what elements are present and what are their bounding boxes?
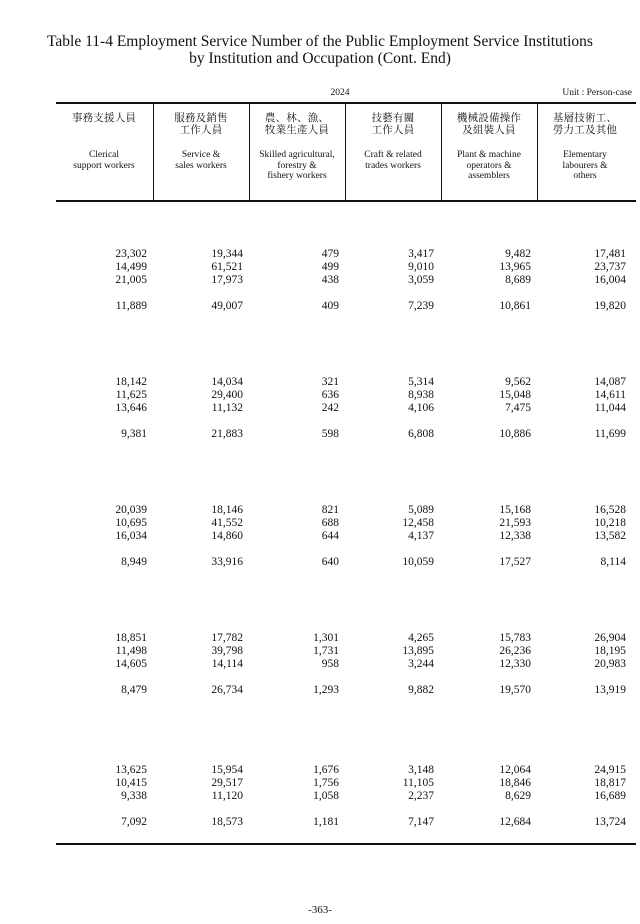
table-cell: 8,689: [505, 274, 531, 286]
table-row: [0, 402, 640, 415]
table-cell: 9,482: [505, 248, 531, 260]
column-header-zh-line: 服務及銷售: [174, 112, 228, 124]
table-row: [0, 632, 640, 645]
table-cell: 16,689: [594, 790, 626, 802]
table-cell: 4,265: [408, 632, 434, 644]
table-cell: 11,699: [594, 428, 626, 440]
table-row: [0, 517, 640, 530]
table-cell: 10,861: [499, 300, 531, 312]
column-header-zh: [441, 112, 537, 136]
table-cell: 4,137: [408, 530, 434, 542]
column-header: [441, 112, 537, 182]
table-cell: 29,517: [211, 777, 243, 789]
table-cell: 20,039: [115, 504, 147, 516]
table-cell: 9,882: [408, 684, 434, 696]
column-header: [56, 112, 152, 171]
column-header-zh-line: 及組裝人員: [462, 124, 516, 136]
table-cell: 19,344: [211, 248, 243, 260]
table-cell: 29,400: [211, 389, 243, 401]
table-cell: 18,846: [499, 777, 531, 789]
table-cell: 688: [321, 517, 339, 529]
table-cell: 8,949: [121, 556, 147, 568]
column-header-en-line: Skilled agricultural,: [259, 150, 335, 160]
table-cell: 15,783: [499, 632, 531, 644]
table-cell: 409: [321, 300, 339, 312]
column-header-zh: [249, 112, 345, 136]
table-cell: 9,381: [121, 428, 147, 440]
table-cell: 61,521: [211, 261, 243, 273]
table-cell: 598: [321, 428, 339, 440]
table-cell: 17,782: [211, 632, 243, 644]
table-cell: 3,417: [408, 248, 434, 260]
table-cell: 4,106: [408, 402, 434, 414]
column-header-en-line: Clerical: [88, 150, 120, 160]
column-header-zh-line: 勞力工及其他: [552, 124, 618, 136]
column-header-zh-line: 技藝有關: [371, 112, 415, 124]
table-cell: 644: [321, 530, 339, 542]
table-cell: 13,625: [115, 764, 147, 776]
table-cell: 49,007: [211, 300, 243, 312]
table-cell: 821: [321, 504, 339, 516]
column-header-zh-line: 事務支援人員: [71, 112, 137, 124]
table-cell: 13,582: [594, 530, 626, 542]
table-cell: 18,817: [594, 777, 626, 789]
column-header-en-line: Craft & related: [364, 150, 422, 160]
table-cell: 20,983: [594, 658, 626, 670]
table-cell: 41,552: [211, 517, 243, 529]
table-cell: 242: [321, 402, 339, 414]
table-cell: 640: [321, 556, 339, 568]
column-header-en-line: Elementary: [563, 150, 607, 160]
bottom-rule: [56, 843, 636, 845]
table-cell: 12,330: [499, 658, 531, 670]
table-cell: 438: [321, 274, 339, 286]
table-cell: 9,010: [408, 261, 434, 273]
table-row: [0, 530, 640, 543]
table-cell: 14,605: [115, 658, 147, 670]
table-cell: 3,059: [408, 274, 434, 286]
header-rule: [56, 200, 636, 202]
table-row: [0, 684, 640, 697]
column-header: [537, 112, 633, 182]
year-label: 2024: [330, 88, 350, 98]
table-cell: 11,625: [115, 389, 147, 401]
table-cell: 13,965: [499, 261, 531, 273]
column-header-zh-line: 基層技術工、: [552, 112, 618, 124]
table-cell: 14,034: [211, 376, 243, 388]
column-header-en: [537, 150, 633, 182]
table-cell: 12,338: [499, 530, 531, 542]
table-cell: 10,059: [402, 556, 434, 568]
table-cell: 18,142: [115, 376, 147, 388]
table-cell: 23,737: [594, 261, 626, 273]
table-cell: 26,904: [594, 632, 626, 644]
table-cell: 14,114: [211, 658, 243, 670]
column-header-en-line: forestry &: [277, 160, 317, 171]
table-cell: 3,148: [408, 764, 434, 776]
table-cell: 18,146: [211, 504, 243, 516]
column-header: [153, 112, 249, 171]
column-header-en: [56, 150, 152, 171]
table-row: [0, 389, 640, 402]
top-rule: [56, 102, 636, 104]
unit-label: Unit : Person-case: [562, 88, 632, 98]
table-cell: 10,415: [115, 777, 147, 789]
table-cell: 9,562: [505, 376, 531, 388]
table-cell: 1,181: [313, 816, 339, 828]
table-cell: 24,915: [594, 764, 626, 776]
column-header-en-line: operators &: [466, 160, 512, 171]
table-cell: 19,570: [499, 684, 531, 696]
table-cell: 17,481: [594, 248, 626, 260]
table-cell: 21,005: [115, 274, 147, 286]
table-row: [0, 658, 640, 671]
table-cell: 5,089: [408, 504, 434, 516]
table-row: [0, 300, 640, 313]
table-cell: 14,860: [211, 530, 243, 542]
table-cell: 16,004: [594, 274, 626, 286]
table-cell: 12,064: [499, 764, 531, 776]
table-cell: 12,458: [402, 517, 434, 529]
table-row: [0, 376, 640, 389]
column-header-en-line: Plant & machine: [457, 150, 521, 160]
column-header-en-line: others: [573, 171, 597, 181]
table-cell: 1,301: [313, 632, 339, 644]
table-cell: 19,820: [594, 300, 626, 312]
table-cell: 21,593: [499, 517, 531, 529]
table-cell: 11,132: [211, 402, 243, 414]
table-cell: 16,034: [115, 530, 147, 542]
table-cell: 6,808: [408, 428, 434, 440]
column-header-zh-line: 農、林、漁、: [264, 112, 330, 124]
table-row: [0, 274, 640, 287]
table-cell: 321: [321, 376, 339, 388]
table-cell: 17,973: [211, 274, 243, 286]
column-header-zh: [537, 112, 633, 136]
table-row: [0, 764, 640, 777]
table-cell: 39,798: [211, 645, 243, 657]
column-header: [249, 112, 345, 182]
table-cell: 7,147: [408, 816, 434, 828]
table-cell: 499: [321, 261, 339, 273]
table-cell: 1,676: [313, 764, 339, 776]
table-cell: 8,114: [600, 556, 626, 568]
table-cell: 18,851: [115, 632, 147, 644]
column-header-en-line: Service &: [181, 150, 221, 160]
table-cell: 13,895: [402, 645, 434, 657]
table-cell: 7,239: [408, 300, 434, 312]
table-cell: 18,573: [211, 816, 243, 828]
table-cell: 3,244: [408, 658, 434, 670]
table-cell: 18,195: [594, 645, 626, 657]
table-cell: 10,218: [594, 517, 626, 529]
table-cell: 10,695: [115, 517, 147, 529]
table-cell: 7,092: [121, 816, 147, 828]
table-cell: 479: [321, 248, 339, 260]
table-cell: 9,338: [121, 790, 147, 802]
table-cell: 7,475: [505, 402, 531, 414]
table-cell: 13,646: [115, 402, 147, 414]
table-cell: 11,498: [115, 645, 147, 657]
table-cell: 1,731: [313, 645, 339, 657]
column-header-en: [345, 150, 441, 171]
table-cell: 33,916: [211, 556, 243, 568]
table-cell: 15,048: [499, 389, 531, 401]
column-header-zh-line: 工作人員: [179, 124, 223, 136]
table-row: [0, 777, 640, 790]
table-cell: 5,314: [408, 376, 434, 388]
column-header-en: [249, 150, 345, 182]
column-header-zh-line: 牧業生產人員: [264, 124, 330, 136]
table-row: [0, 504, 640, 517]
column-header-zh-line: 工作人員: [371, 124, 415, 136]
column-header-en: [441, 150, 537, 182]
table-cell: 26,236: [499, 645, 531, 657]
table-cell: 14,087: [594, 376, 626, 388]
column-header: [345, 112, 441, 171]
table-cell: 636: [321, 389, 339, 401]
table-row: [0, 790, 640, 803]
table-cell: 8,479: [121, 684, 147, 696]
column-header-zh: [56, 112, 152, 124]
table-cell: 12,684: [499, 816, 531, 828]
table-cell: 14,499: [115, 261, 147, 273]
column-header-en-line: support workers: [73, 160, 135, 171]
table-row: [0, 248, 640, 261]
page-number: -363-: [308, 904, 332, 916]
table-cell: 10,886: [499, 428, 531, 440]
column-header-en-line: fishery workers: [267, 171, 327, 181]
table-cell: 8,629: [505, 790, 531, 802]
table-cell: 15,168: [499, 504, 531, 516]
table-cell: 11,105: [402, 777, 434, 789]
table-cell: 15,954: [211, 764, 243, 776]
table-cell: 958: [321, 658, 339, 670]
column-header-zh-line: 機械設備操作: [456, 112, 522, 124]
table-row: [0, 645, 640, 658]
table-cell: 26,734: [211, 684, 243, 696]
table-title-line2: by Institution and Occupation (Cont. End): [189, 50, 451, 67]
column-header-en-line: trades workers: [365, 160, 421, 171]
table-cell: 21,883: [211, 428, 243, 440]
column-header-en-line: sales workers: [175, 160, 227, 171]
table-title-line1: Table 11-4 Employment Service Number of the Public Employment Service Institutions: [47, 33, 593, 50]
table-cell: 11,044: [594, 402, 626, 414]
table-cell: 13,919: [594, 684, 626, 696]
column-header-en: [153, 150, 249, 171]
table-row: [0, 556, 640, 569]
column-header-zh: [345, 112, 441, 136]
table-cell: 11,120: [211, 790, 243, 802]
table-row: [0, 816, 640, 829]
table-cell: 16,528: [594, 504, 626, 516]
table-cell: 1,293: [313, 684, 339, 696]
table-cell: 2,237: [408, 790, 434, 802]
table-row: [0, 428, 640, 441]
column-header-en-line: labourers &: [562, 160, 608, 171]
column-header-zh: [153, 112, 249, 136]
table-cell: 1,756: [313, 777, 339, 789]
table-cell: 17,527: [499, 556, 531, 568]
table-cell: 11,889: [115, 300, 147, 312]
table-cell: 1,058: [313, 790, 339, 802]
table-cell: 23,302: [115, 248, 147, 260]
table-cell: 13,724: [594, 816, 626, 828]
table-cell: 14,611: [594, 389, 626, 401]
table-row: [0, 261, 640, 274]
column-header-en-line: assemblers: [468, 171, 510, 181]
table-cell: 8,938: [408, 389, 434, 401]
